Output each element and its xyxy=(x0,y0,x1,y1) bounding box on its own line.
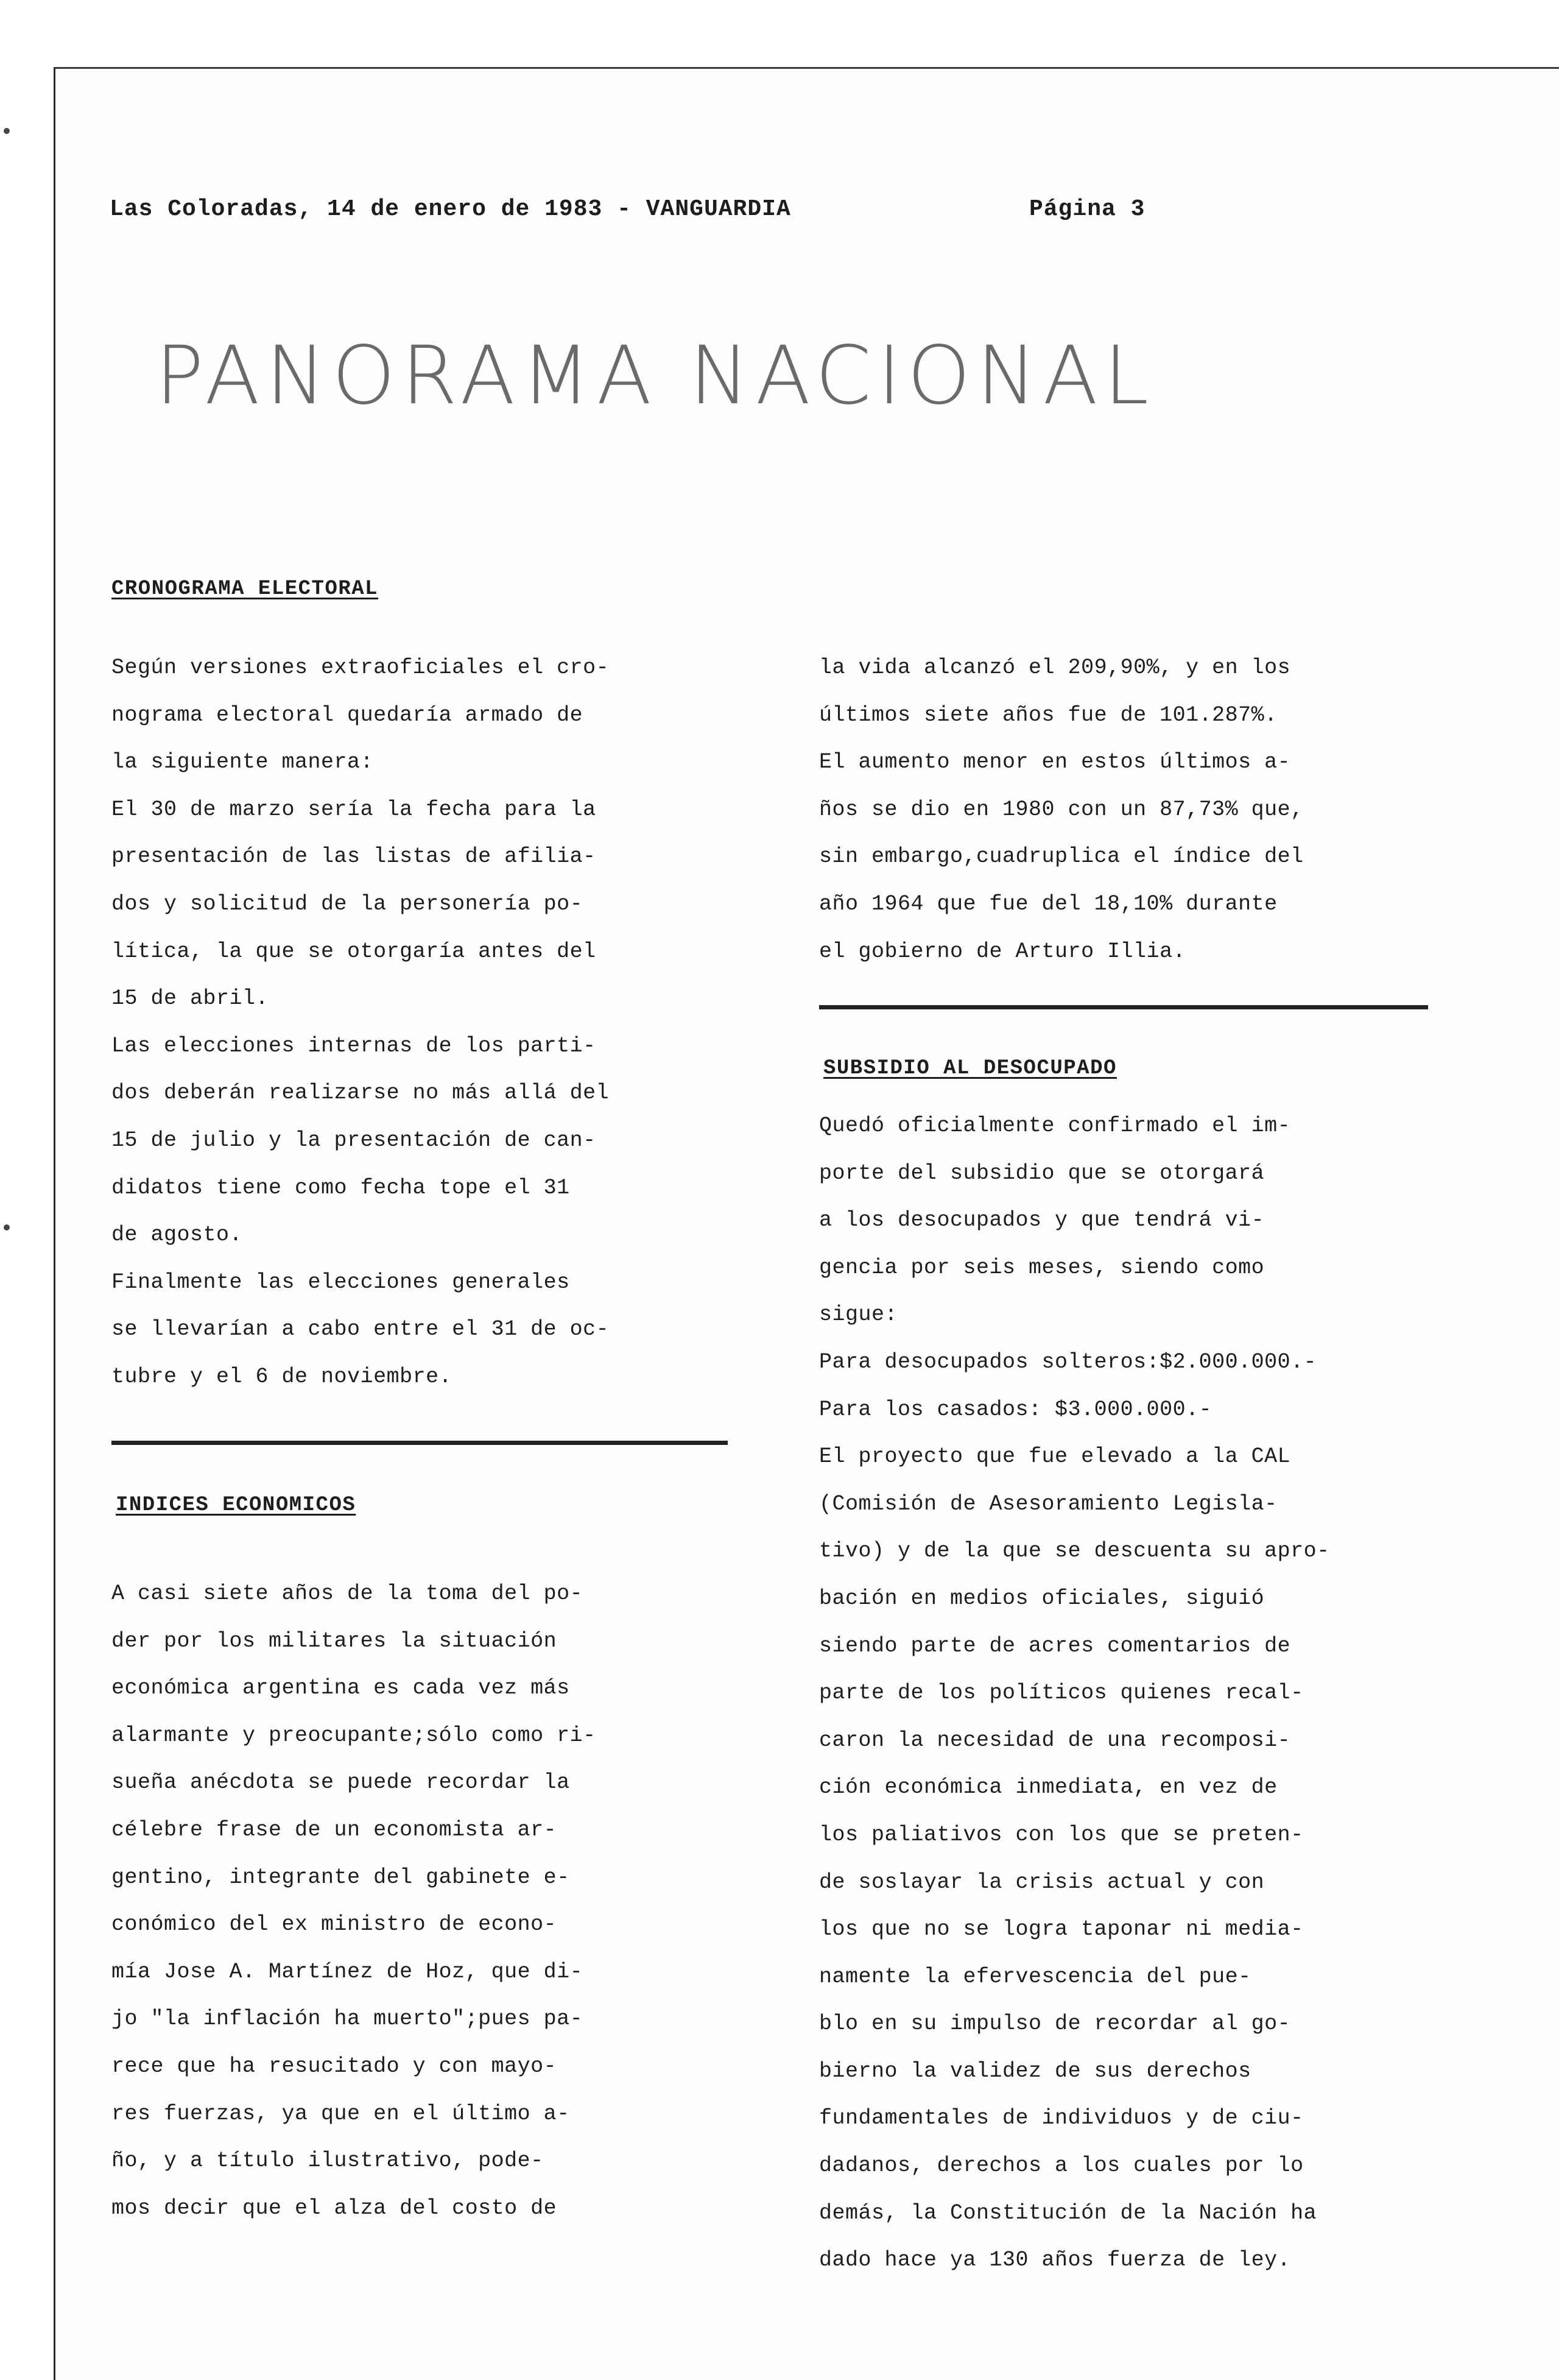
text-line: der por los militares la situación xyxy=(111,1628,557,1653)
text-line: 15 de abril. xyxy=(111,986,269,1011)
section-heading-cronograma: CRONOGRAMA ELECTORAL xyxy=(111,577,379,601)
text-line: caron la necesidad de una recomposi- xyxy=(819,1728,1291,1753)
text-line: bierno la validez de sus derechos xyxy=(819,2058,1251,2083)
text-line: tubre y el 6 de noviembre. xyxy=(111,1364,452,1389)
text-line: Finalmente las elecciones generales xyxy=(111,1269,570,1294)
text-line: se llevarían a cabo entre el 31 de oc- xyxy=(111,1317,610,1342)
section-divider xyxy=(819,1005,1428,1009)
text-line: Las elecciones internas de los parti- xyxy=(111,1033,596,1058)
text-line: a los desocupados y que tendrá vi- xyxy=(819,1208,1265,1233)
text-line: siendo parte de acres comentarios de xyxy=(819,1633,1291,1658)
text-line: la siguiente manera: xyxy=(111,750,374,775)
binder-hole-mark xyxy=(4,1224,10,1231)
text-line: presentación de las listas de afilia- xyxy=(111,844,596,869)
text-line: dos deberán realizarse no más allá del xyxy=(111,1081,610,1106)
binder-hole-mark xyxy=(4,128,10,134)
text-line: lítica, la que se otorgaría antes del xyxy=(111,939,596,964)
article-cronograma xyxy=(111,644,739,1401)
text-line: dos y solicitud de la personería po- xyxy=(111,891,583,916)
header-dateline: Las Coloradas, 14 de enero de 1983 - VANGUARDIA xyxy=(110,196,791,222)
article-subsidio xyxy=(819,1103,1446,2284)
text-line: últimos siete años fue de 101.287%. xyxy=(819,702,1278,727)
text-line: Para desocupados solteros:$2.000.000.- xyxy=(819,1349,1317,1374)
text-line: 15 de julio y la presentación de can- xyxy=(111,1128,596,1153)
text-line: sin embargo,cuadruplica el índice del xyxy=(819,844,1304,869)
section-heading-indices: INDICES ECONOMICOS xyxy=(116,1494,356,1517)
text-line: ción económica inmediata, en vez de xyxy=(819,1775,1278,1800)
text-line: dado hace ya 130 años fuerza de ley. xyxy=(819,2248,1291,2273)
text-line: dadanos, derechos a los cuales por lo xyxy=(819,2153,1304,2178)
text-line: gentino, integrante del gabinete e- xyxy=(111,1865,570,1890)
section-divider xyxy=(111,1441,728,1445)
text-line: el gobierno de Arturo Illia. xyxy=(819,939,1186,964)
text-line: El aumento menor en estos últimos a- xyxy=(819,750,1291,775)
page-title: PANORAMA NACIONAL xyxy=(155,329,1155,423)
text-line: los paliativos con los que se preten- xyxy=(819,1822,1304,1847)
text-line: (Comisión de Asesoramiento Legisla- xyxy=(819,1491,1278,1516)
text-line: ño, y a título ilustrativo, pode- xyxy=(111,2149,544,2173)
text-line: conómico del ex ministro de econo- xyxy=(111,1912,557,1937)
section-heading-subsidio: SUBSIDIO AL DESOCUPADO xyxy=(823,1057,1117,1080)
text-line: parte de los políticos quienes recal- xyxy=(819,1681,1304,1706)
text-line: alarmante y preocupante;sólo como ri- xyxy=(111,1723,596,1748)
text-line: la vida alcanzó el 209,90%, y en los xyxy=(819,655,1291,680)
text-line: gencia por seis meses, siendo como xyxy=(819,1255,1265,1280)
text-line: El proyecto que fue elevado a la CAL xyxy=(819,1444,1291,1469)
text-line: sueña anécdota se puede recordar la xyxy=(111,1770,570,1795)
text-line: sigue: xyxy=(819,1302,898,1327)
text-line: de agosto. xyxy=(111,1223,243,1248)
text-line: ños se dio en 1980 con un 87,73% que, xyxy=(819,797,1304,822)
text-line: namente la efervescencia del pue- xyxy=(819,1964,1251,1989)
article-indices xyxy=(111,1570,739,2232)
text-line: de soslayar la crisis actual y con xyxy=(819,1870,1265,1894)
text-line: demás, la Constitución de la Nación ha xyxy=(819,2200,1317,2225)
text-line: mía Jose A. Martínez de Hoz, que di- xyxy=(111,1959,583,1984)
text-line: rece que ha resucitado y con mayo- xyxy=(111,2053,557,2078)
article-indices-continued xyxy=(819,644,1446,975)
text-line: económica argentina es cada vez más xyxy=(111,1676,570,1701)
text-line: didatos tiene como fecha tope el 31 xyxy=(111,1175,570,1200)
text-line: jo "la inflación ha muerto";pues pa- xyxy=(111,2007,583,2032)
text-line: tivo) y de la que se descuenta su apro- xyxy=(819,1539,1330,1564)
text-line: blo en su impulso de recordar al go- xyxy=(819,2011,1291,2036)
text-line: El 30 de marzo sería la fecha para la xyxy=(111,797,596,822)
text-line: A casi siete años de la toma del po- xyxy=(111,1581,583,1606)
scan-margin xyxy=(0,0,1559,67)
text-line: Para los casados: $3.000.000.- xyxy=(819,1397,1212,1422)
text-line: Según versiones extraoficiales el cro- xyxy=(111,655,610,680)
text-line: bación en medios oficiales, siguió xyxy=(819,1586,1265,1611)
text-line: Quedó oficialmente confirmado el im- xyxy=(819,1114,1291,1138)
text-line: célebre frase de un economista ar- xyxy=(111,1817,557,1842)
page-header xyxy=(110,196,1181,233)
text-line: res fuerzas, ya que en el último a- xyxy=(111,2101,570,2126)
text-line: mos decir que el alza del costo de xyxy=(111,2195,557,2220)
header-page-number: Página 3 xyxy=(1029,196,1145,222)
text-line: los que no se logra taponar ni media- xyxy=(819,1917,1304,1942)
text-line: nograma electoral quedaría armado de xyxy=(111,702,583,727)
text-line: porte del subsidio que se otorgará xyxy=(819,1160,1265,1185)
text-line: fundamentales de individuos y de ciu- xyxy=(819,2106,1304,2131)
text-line: año 1964 que fue del 18,10% durante xyxy=(819,891,1278,916)
